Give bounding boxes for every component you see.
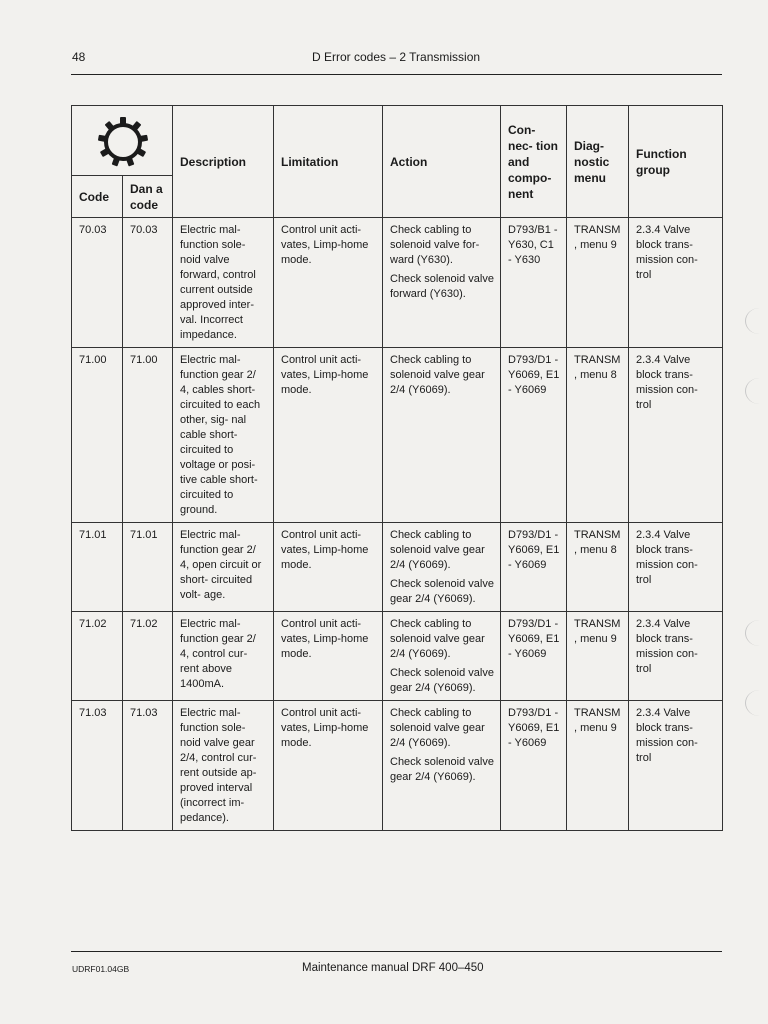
function-group-cell: 2.3.4 Valve block trans- mission con- trol — [629, 612, 723, 701]
connection-cell: D793/B1 - Y630, C1 - Y630 — [501, 218, 567, 348]
error-code-table — [71, 105, 723, 831]
icon-header-cell — [72, 106, 173, 176]
code-cell: 70.03 — [72, 218, 123, 348]
function-group-header: Function group — [629, 106, 723, 218]
action-cell — [383, 701, 501, 831]
action-step: Check cabling to solenoid valve gear 2/4 (Y6069). — [390, 707, 485, 749]
binder-hole — [745, 308, 768, 334]
binder-hole — [745, 378, 768, 404]
action-cell — [383, 612, 501, 701]
limitation-cell: Control unit acti- vates, Limp-home mode. — [274, 523, 383, 612]
action-step: Check solenoid valve gear 2/4 (Y6069). — [390, 578, 494, 605]
table-row — [72, 348, 723, 523]
connection-cell: D793/D1 - Y6069, E1 - Y6069 — [501, 348, 567, 523]
binder-hole — [745, 690, 768, 716]
connection-cell: D793/D1 - Y6069, E1 - Y6069 — [501, 612, 567, 701]
table-row — [72, 612, 723, 701]
code-cell: 71.03 — [72, 701, 123, 831]
code-cell: 71.02 — [72, 612, 123, 701]
dana-code-header: Dan a code — [123, 176, 173, 218]
action-cell — [383, 218, 501, 348]
description-header: Description — [173, 106, 274, 218]
document-code: UDRF01.04GB — [72, 964, 130, 974]
dana-code-cell: 71.03 — [123, 701, 173, 831]
table-header-row — [72, 106, 723, 176]
dana-code-cell: 71.01 — [123, 523, 173, 612]
diagnostic-menu-header: Diag- nostic menu — [567, 106, 629, 218]
dana-code-cell: 71.00 — [123, 348, 173, 523]
function-group-cell: 2.3.4 Valve block trans- mission con- trol — [629, 523, 723, 612]
limitation-cell: Control unit acti- vates, Limp-home mode. — [274, 348, 383, 523]
action-step: Check cabling to solenoid valve gear 2/4 (Y6069). — [390, 354, 485, 396]
action-step: Check cabling to solenoid valve gear 2/4 (Y6069). — [390, 618, 485, 660]
diagnostic-menu-cell: TRANSM , menu 8 — [567, 523, 629, 612]
diagnostic-menu-cell: TRANSM , menu 9 — [567, 218, 629, 348]
limitation-header: Limitation — [274, 106, 383, 218]
function-group-cell: 2.3.4 Valve block trans- mission con- trol — [629, 348, 723, 523]
action-step: Check solenoid valve gear 2/4 (Y6069). — [390, 667, 494, 694]
action-step: Check solenoid valve gear 2/4 (Y6069). — [390, 756, 494, 783]
table-row — [72, 701, 723, 831]
action-step: Check solenoid valve forward (Y630). — [390, 273, 494, 300]
table-row — [72, 218, 723, 348]
connection-cell: D793/D1 - Y6069, E1 - Y6069 — [501, 701, 567, 831]
description-cell: Electric mal- function gear 2/ 4, cables short- circuited to each other, sig- nal cable short- circuited to voltage or posi- tive cable short- circuited to ground. — [173, 348, 274, 523]
action-cell — [383, 348, 501, 523]
diagnostic-menu-cell: TRANSM , menu 9 — [567, 612, 629, 701]
action-cell — [383, 523, 501, 612]
action-header: Action — [383, 106, 501, 218]
function-group-cell: 2.3.4 Valve block trans- mission con- trol — [629, 701, 723, 831]
header-divider — [71, 74, 722, 75]
footer-title: Maintenance manual DRF 400–450 — [302, 962, 484, 974]
table-row — [72, 523, 723, 612]
connection-cell: D793/D1 - Y6069, E1 - Y6069 — [501, 523, 567, 612]
page-number: 48 — [72, 50, 86, 64]
description-cell: Electric mal- function sole- noid valve forward, control current outside approved inter- val. Incorrect impedance. — [173, 218, 274, 348]
action-step: Check cabling to solenoid valve for- ward (Y630). — [390, 224, 480, 266]
code-cell: 71.01 — [72, 523, 123, 612]
diagnostic-menu-cell: TRANSM , menu 8 — [567, 348, 629, 523]
diagnostic-menu-cell: TRANSM , menu 9 — [567, 701, 629, 831]
dana-code-cell: 70.03 — [123, 218, 173, 348]
footer-divider — [71, 951, 722, 952]
code-cell: 71.00 — [72, 348, 123, 523]
limitation-cell: Control unit acti- vates, Limp-home mode. — [274, 218, 383, 348]
function-group-cell: 2.3.4 Valve block trans- mission con- trol — [629, 218, 723, 348]
code-header: Code — [72, 176, 123, 218]
description-cell: Electric mal- function sole- noid valve gear 2/4, control cur- rent outside ap- proved interval (incorrect im- pedance). — [173, 701, 274, 831]
action-step: Check cabling to solenoid valve gear 2/4 (Y6069). — [390, 529, 485, 571]
limitation-cell: Control unit acti- vates, Limp-home mode. — [274, 701, 383, 831]
limitation-cell: Control unit acti- vates, Limp-home mode. — [274, 612, 383, 701]
page-header-title: D Error codes – 2 Transmission — [312, 50, 481, 64]
description-cell: Electric mal- function gear 2/ 4, open circuit or short- circuited volt- age. — [173, 523, 274, 612]
gear-icon — [96, 115, 150, 169]
connection-header: Con- nec- tion and compo- nent — [501, 106, 567, 218]
description-cell: Electric mal- function gear 2/ 4, control cur- rent above 1400mA. — [173, 612, 274, 701]
dana-code-cell: 71.02 — [123, 612, 173, 701]
binder-hole — [745, 620, 768, 646]
